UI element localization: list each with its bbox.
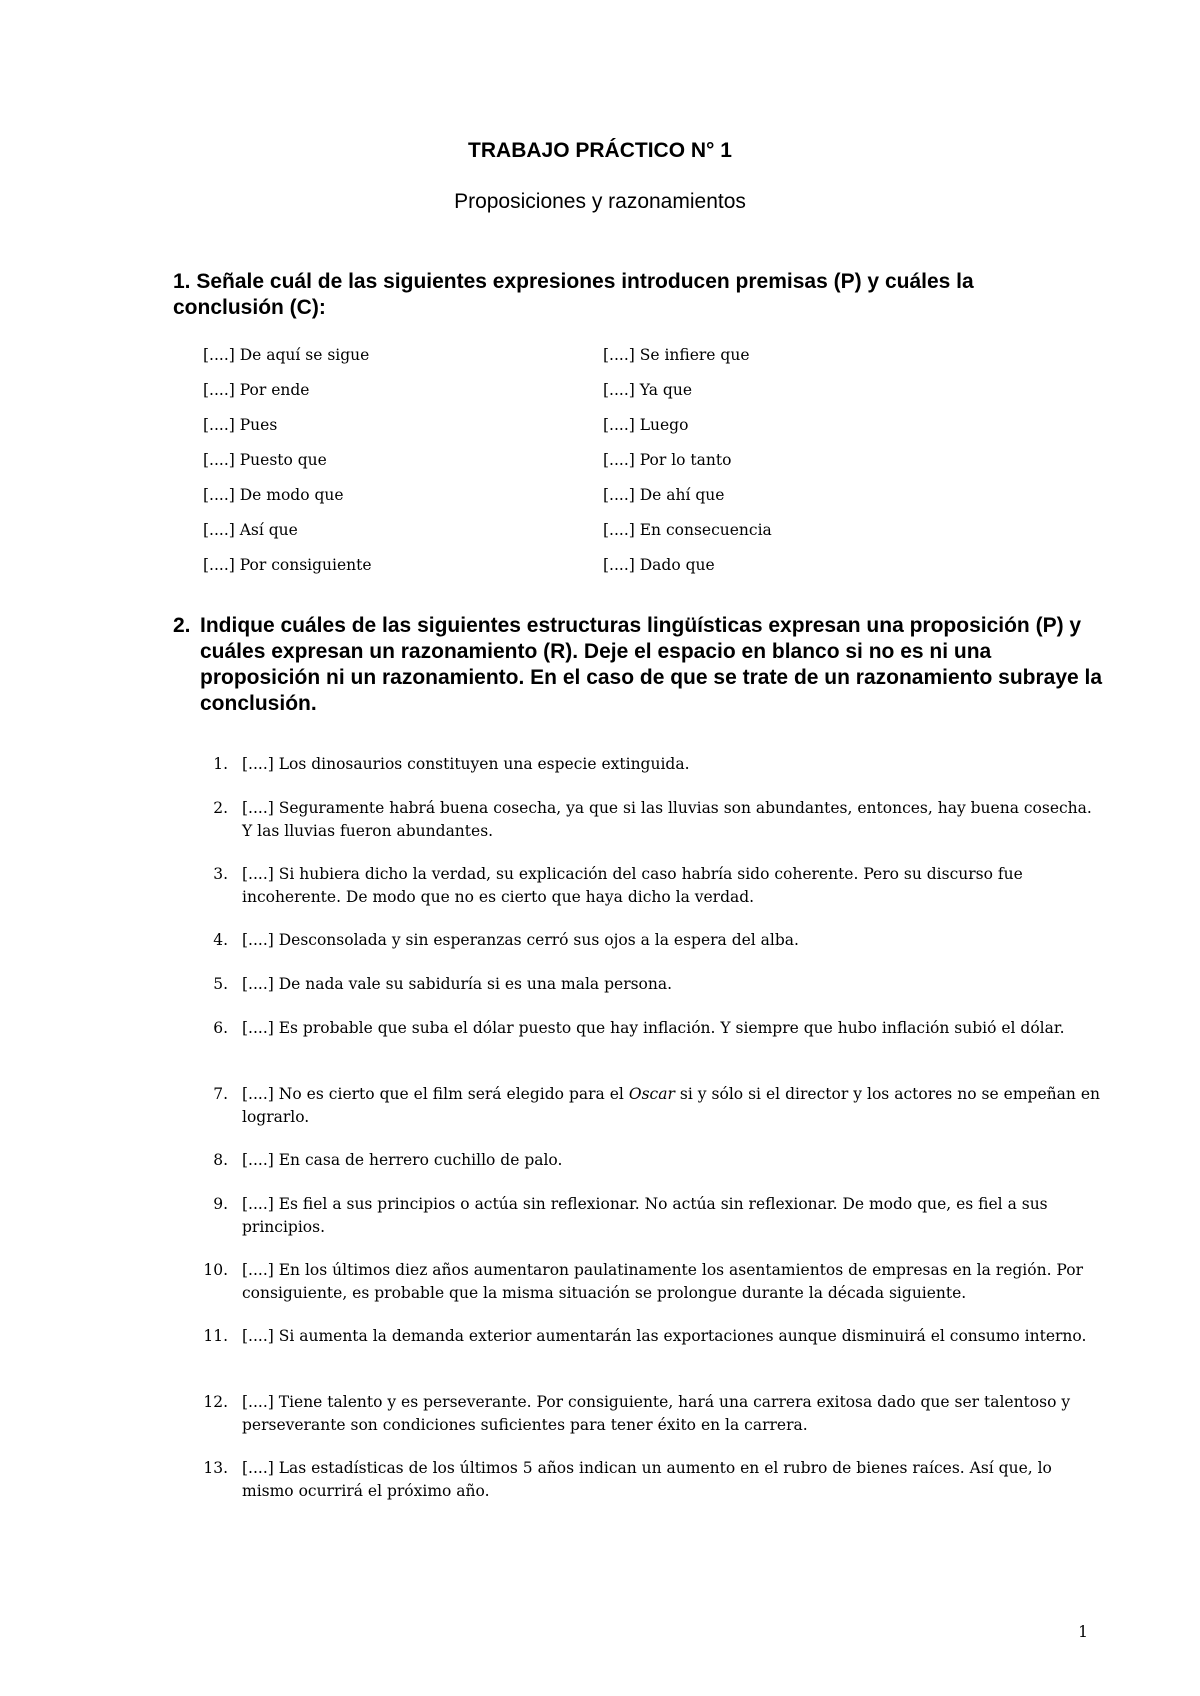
expression-item: [....] Luego — [603, 416, 689, 434]
list-item-number: 1. — [213, 755, 228, 773]
expression-item: [....] En consecuencia — [603, 521, 772, 539]
list-item — [190, 1149, 1100, 1193]
list-item-text: [....] Si hubiera dicho la verdad, su explicación del caso habría sido coherente. Pero su discurso fue incoherente. De modo que no es cierto que haya dicho la verdad. — [242, 865, 1023, 906]
list-item-number: 2. — [213, 799, 228, 817]
list-item — [190, 1391, 1100, 1457]
list-item-text: [....] De nada vale su sabiduría si es una mala persona. — [242, 975, 673, 993]
list-item-number: 11. — [203, 1327, 228, 1345]
list-item-text: [....] En los últimos diez años aumentaron paulatinamente los asentamientos de empresas en la región. Por consiguiente, es probable que la misma situación se prolongue durante la década siguiente. — [242, 1261, 1083, 1302]
list-item-text: [....] Seguramente habrá buena cosecha, ya que si las lluvias son abundantes, entonces, hay buena cosecha. Y las lluvias fueron abundantes. — [242, 799, 1092, 840]
expression-item: [....] Dado que — [603, 556, 715, 574]
list-item-number: 8. — [213, 1151, 228, 1169]
list-item — [190, 863, 1100, 929]
expression-item: [....] Por ende — [203, 381, 310, 399]
list-item — [190, 1325, 1100, 1391]
question-2-number: 2. — [173, 614, 191, 637]
expression-item: [....] De ahí que — [603, 486, 725, 504]
list-item-number: 13. — [203, 1459, 228, 1477]
question-2-text: Indique cuáles de las siguientes estructuras lingüísticas expresan una proposición (P) y cuáles expresan un razonamiento (R). Deje el espacio en blanco si no es ni una proposición ni un razonamiento. En el caso de que se trate de un razonamiento subraye la conclusión. — [200, 614, 1103, 715]
list-item-text: [....] Es fiel a sus principios o actúa sin reflexionar. No actúa sin reflexionar. De modo que, es fiel a sus principios. — [242, 1195, 1048, 1236]
list-item-text: [....] Las estadísticas de los últimos 5 años indican un aumento en el rubro de bienes raíces. Así que, lo mismo ocurrirá el próximo año. — [242, 1459, 1052, 1500]
list-item — [190, 1259, 1100, 1325]
list-item-number: 6. — [213, 1019, 228, 1037]
list-item — [190, 1457, 1100, 1523]
expressions-right-column — [603, 345, 772, 590]
text-segment: [....] No es cierto que el film será elegido para el — [242, 1085, 629, 1103]
emphasized-title: Oscar — [628, 1085, 675, 1103]
text-segment: si y sólo si el director y los actores no se empeñan en lograrlo. — [242, 1085, 1100, 1126]
expression-item: [....] Se infiere que — [603, 346, 750, 364]
list-item-text — [242, 1083, 1100, 1149]
list-item-text: [....] Los dinosaurios constituyen una especie extinguida. — [242, 755, 690, 773]
question-2-heading — [173, 613, 1113, 717]
list-item — [190, 1017, 1100, 1083]
question-1-heading: 1. Señale cuál de las siguientes expresiones introducen premisas (P) y cuáles la conclusión (C): — [173, 270, 974, 319]
expressions-left-column — [203, 345, 372, 590]
list-item-number: 9. — [213, 1195, 228, 1213]
list-item-number: 4. — [213, 931, 228, 949]
list-item — [190, 929, 1100, 973]
expression-item: [....] Puesto que — [203, 451, 327, 469]
page-title: TRABAJO PRÁCTICO N° 1 — [468, 139, 732, 162]
list-item — [190, 973, 1100, 1017]
list-item-text: [....] Desconsolada y sin esperanzas cerró sus ojos a la espera del alba. — [242, 931, 799, 949]
expression-item: [....] Así que — [203, 521, 298, 539]
list-item-text: [....] Tiene talento y es perseverante. Por consiguiente, hará una carrera exitosa dado que ser talentoso y perseverante son condiciones suficientes para tener éxito en la carrera. — [242, 1393, 1071, 1434]
page-subtitle: Proposiciones y razonamientos — [454, 190, 746, 213]
list-item-text: [....] Es probable que suba el dólar puesto que hay inflación. Y siempre que hubo inflación subió el dólar. — [242, 1019, 1065, 1037]
statement-list — [190, 753, 1100, 1523]
list-item-text: [....] Si aumenta la demanda exterior aumentarán las exportaciones aunque disminuirá el consumo interno. — [242, 1327, 1087, 1345]
list-item-number: 3. — [213, 865, 228, 883]
expression-item: [....] Por consiguiente — [203, 556, 372, 574]
list-item-number: 7. — [213, 1085, 228, 1103]
list-item-number: 5. — [213, 975, 228, 993]
expression-item: [....] Ya que — [603, 381, 693, 399]
expression-item: [....] De aquí se sigue — [203, 346, 370, 364]
list-item — [190, 1193, 1100, 1259]
list-item — [190, 753, 1100, 797]
list-item — [190, 797, 1100, 863]
list-item-number: 12. — [203, 1393, 228, 1411]
list-item — [190, 1083, 1100, 1149]
expression-item: [....] Por lo tanto — [603, 451, 732, 469]
list-item-text: [....] En casa de herrero cuchillo de palo. — [242, 1151, 563, 1169]
expression-item: [....] Pues — [203, 416, 278, 434]
page-number: 1 — [1078, 1623, 1088, 1641]
list-item-number: 10. — [203, 1261, 228, 1279]
expression-item: [....] De modo que — [203, 486, 344, 504]
